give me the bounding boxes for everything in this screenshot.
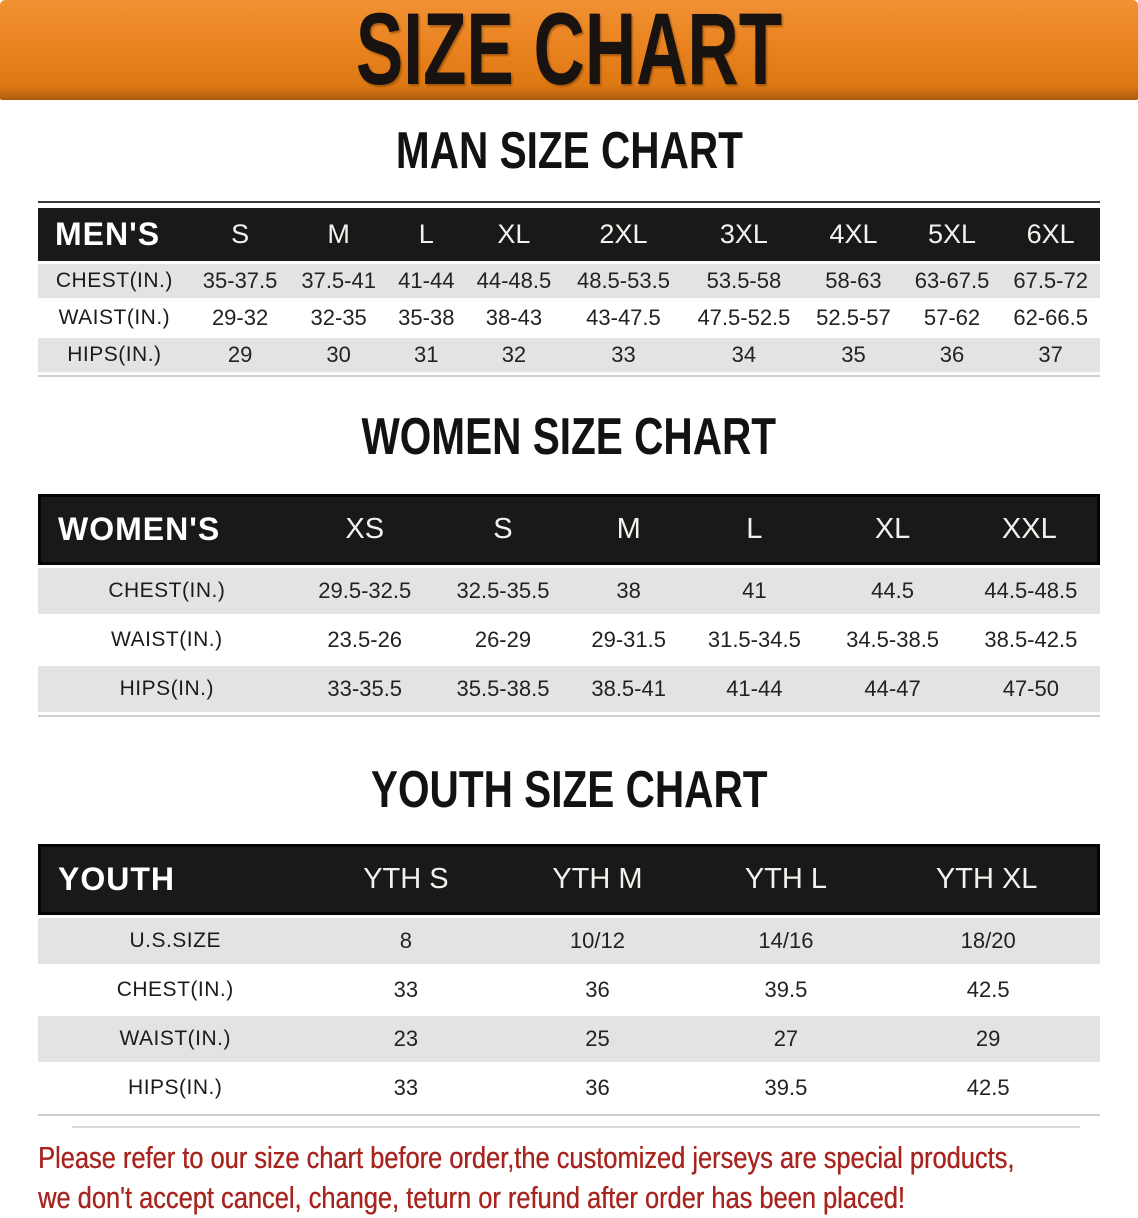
table-cell: 33-35.5	[296, 666, 434, 712]
column-header: XS	[296, 494, 434, 565]
youth-table-wrap	[38, 841, 1100, 1116]
table-cell: 34	[684, 338, 804, 372]
table-row	[38, 568, 1100, 614]
women-table-head	[38, 494, 1100, 565]
column-header: S	[191, 208, 290, 261]
table-cell: 30	[289, 338, 388, 372]
table-cell: 14/16	[696, 918, 877, 964]
table-cell: 33	[312, 1065, 499, 1111]
table-row	[38, 301, 1100, 335]
table-row	[38, 666, 1100, 712]
bottom-divider	[72, 1126, 1080, 1128]
column-header: S	[434, 494, 572, 565]
disclaimer	[0, 1138, 1138, 1218]
table-row	[38, 967, 1100, 1013]
disclaimer-line2: we don't accept cancel, change, teturn or refund after order has been placed!	[38, 1180, 905, 1215]
table-cell: 35	[804, 338, 903, 372]
table-cell: 29-32	[191, 301, 290, 335]
row-label: HIPS(IN.)	[38, 338, 191, 372]
table-cell: 38.5-42.5	[962, 617, 1100, 663]
table-cell: 41-44	[685, 666, 823, 712]
table-cell: 31	[388, 338, 465, 372]
table-cell: 67.5-72	[1001, 264, 1100, 298]
table-cell: 39.5	[696, 967, 877, 1013]
table-cell: 52.5-57	[804, 301, 903, 335]
table-cell: 57-62	[903, 301, 1002, 335]
table-cell: 44.5	[823, 568, 961, 614]
table-cell: 36	[499, 967, 695, 1013]
table-cell: 26-29	[434, 617, 572, 663]
column-header: XL	[465, 208, 564, 261]
men-section-title-text: MAN SIZE CHART	[395, 122, 743, 180]
row-label: HIPS(IN.)	[38, 666, 296, 712]
row-label: HIPS(IN.)	[38, 1065, 312, 1111]
column-header: 3XL	[684, 208, 804, 261]
table-cell: 32-35	[289, 301, 388, 335]
table-cell: 44-48.5	[465, 264, 564, 298]
table-row	[38, 617, 1100, 663]
table-cell: 35-38	[388, 301, 465, 335]
table-cell: 29	[191, 338, 290, 372]
table-cell: 33	[563, 338, 683, 372]
table-cell: 62-66.5	[1001, 301, 1100, 335]
table-cell: 8	[312, 918, 499, 964]
row-label: WAIST(IN.)	[38, 617, 296, 663]
row-label: CHEST(IN.)	[38, 264, 191, 298]
table-cell: 38.5-41	[572, 666, 685, 712]
table-row	[38, 338, 1100, 372]
row-label: CHEST(IN.)	[38, 967, 312, 1013]
table-cell: 38	[572, 568, 685, 614]
table-cell: 29.5-32.5	[296, 568, 434, 614]
disclaimer-line1: Please refer to our size chart before order,the customized jerseys are special products,	[38, 1140, 1015, 1175]
table-row	[38, 264, 1100, 298]
table-cell: 48.5-53.5	[563, 264, 683, 298]
table-header-row	[38, 844, 1100, 915]
men-size-table	[38, 205, 1100, 375]
men-table-wrap	[38, 201, 1100, 377]
table-corner-label: WOMEN'S	[38, 494, 296, 565]
table-cell: 43-47.5	[563, 301, 683, 335]
table-header-row	[38, 208, 1100, 261]
table-row	[38, 1016, 1100, 1062]
table-cell: 36	[903, 338, 1002, 372]
table-cell: 38-43	[465, 301, 564, 335]
men-table-head	[38, 208, 1100, 261]
table-cell: 41	[685, 568, 823, 614]
youth-section-title	[0, 760, 1138, 820]
table-cell: 29	[876, 1016, 1100, 1062]
table-cell: 36	[499, 1065, 695, 1111]
column-header: YTH M	[499, 844, 695, 915]
table-cell: 44-47	[823, 666, 961, 712]
women-table-body	[38, 568, 1100, 712]
youth-table-head	[38, 844, 1100, 915]
column-header: YTH XL	[876, 844, 1100, 915]
column-header: L	[388, 208, 465, 261]
table-cell: 39.5	[696, 1065, 877, 1111]
table-cell: 47.5-52.5	[684, 301, 804, 335]
table-cell: 44.5-48.5	[962, 568, 1100, 614]
column-header: 2XL	[563, 208, 683, 261]
row-label: WAIST(IN.)	[38, 301, 191, 335]
women-section-title-text: WOMEN SIZE CHART	[361, 408, 777, 466]
table-cell: 41-44	[388, 264, 465, 298]
table-cell: 31.5-34.5	[685, 617, 823, 663]
women-table-wrap	[38, 491, 1100, 717]
youth-size-section	[0, 760, 1138, 1116]
table-cell: 37	[1001, 338, 1100, 372]
table-cell: 63-67.5	[903, 264, 1002, 298]
table-cell: 25	[499, 1016, 695, 1062]
table-row	[38, 1065, 1100, 1111]
table-cell: 23	[312, 1016, 499, 1062]
table-cell: 42.5	[876, 1065, 1100, 1111]
table-cell: 34.5-38.5	[823, 617, 961, 663]
youth-section-title-text: YOUTH SIZE CHART	[370, 761, 768, 819]
table-cell: 42.5	[876, 967, 1100, 1013]
women-size-section	[0, 407, 1138, 717]
table-cell: 32.5-35.5	[434, 568, 572, 614]
table-cell: 29-31.5	[572, 617, 685, 663]
table-cell: 33	[312, 967, 499, 1013]
column-header: XL	[823, 494, 961, 565]
row-label: CHEST(IN.)	[38, 568, 296, 614]
table-cell: 27	[696, 1016, 877, 1062]
table-cell: 35.5-38.5	[434, 666, 572, 712]
column-header: L	[685, 494, 823, 565]
table-cell: 53.5-58	[684, 264, 804, 298]
table-row	[38, 918, 1100, 964]
men-size-section	[0, 121, 1138, 377]
table-cell: 37.5-41	[289, 264, 388, 298]
table-cell: 32	[465, 338, 564, 372]
banner-title: SIZE CHART	[355, 0, 783, 107]
table-cell: 35-37.5	[191, 264, 290, 298]
column-header: YTH S	[312, 844, 499, 915]
column-header: XXL	[962, 494, 1100, 565]
column-header: 5XL	[903, 208, 1002, 261]
youth-size-table	[38, 841, 1100, 1114]
row-label: U.S.SIZE	[38, 918, 312, 964]
youth-table-body	[38, 918, 1100, 1111]
men-table-body	[38, 264, 1100, 372]
column-header: YTH L	[696, 844, 877, 915]
table-cell: 18/20	[876, 918, 1100, 964]
table-header-row	[38, 494, 1100, 565]
column-header: M	[572, 494, 685, 565]
column-header: 4XL	[804, 208, 903, 261]
women-section-title	[0, 407, 1138, 467]
women-size-table	[38, 491, 1100, 715]
column-header: 6XL	[1001, 208, 1100, 261]
table-corner-label: YOUTH	[38, 844, 312, 915]
column-header: M	[289, 208, 388, 261]
table-corner-label: MEN'S	[38, 208, 191, 261]
table-cell: 23.5-26	[296, 617, 434, 663]
row-label: WAIST(IN.)	[38, 1016, 312, 1062]
table-cell: 10/12	[499, 918, 695, 964]
men-section-title	[0, 121, 1138, 181]
size-chart-banner	[0, 0, 1138, 107]
table-cell: 58-63	[804, 264, 903, 298]
table-cell: 47-50	[962, 666, 1100, 712]
